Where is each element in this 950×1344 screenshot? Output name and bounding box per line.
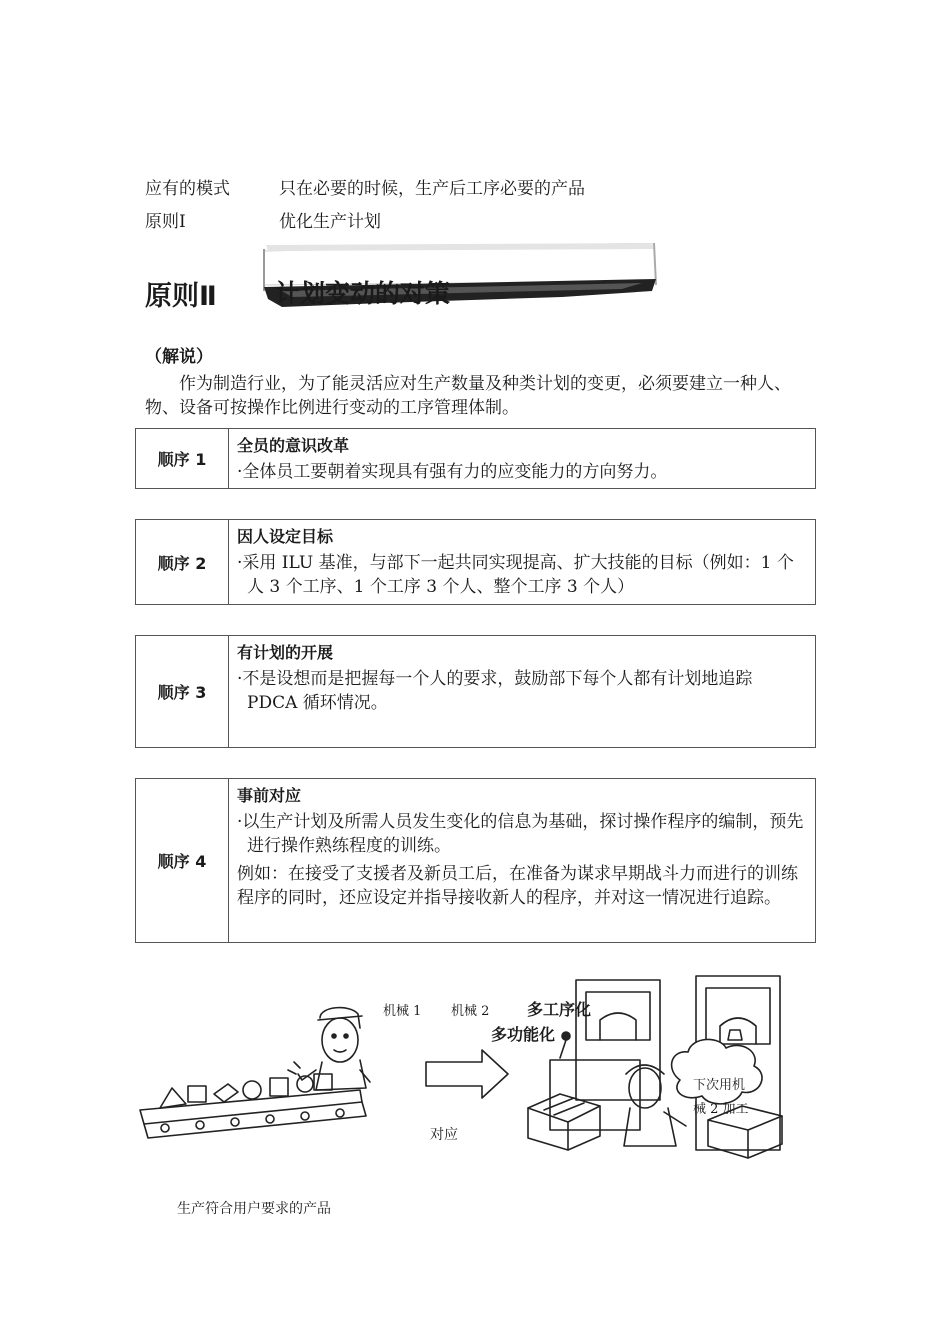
multi-function-label: 多功能化 bbox=[491, 1025, 556, 1044]
next-machine-line2: 械 2 加工 bbox=[693, 1102, 749, 1117]
arrow-right-icon bbox=[426, 1050, 508, 1098]
multi-process-label: 多工序化 bbox=[527, 1000, 592, 1019]
mode-value: 只在必要的时候，生产后工序必要的产品 bbox=[279, 179, 585, 199]
principle2-label: 原则Ⅱ bbox=[145, 281, 217, 312]
step-label: 顺序 3 bbox=[136, 636, 229, 748]
step-example: 例如：在接受了支援者及新员工后，在准备为谋求早期战斗力而进行的训练程序的同时，还应设定并指导接收新人的程序，并对这一情况进行追踪。 bbox=[237, 864, 798, 908]
step-content bbox=[229, 520, 816, 605]
explain-text: 作为制造行业，为了能灵活应对生产数量及种类计划的变更，必须要建立一种人、物、设备可按操作比例进行变动的工序管理体制。 bbox=[145, 374, 791, 418]
step-bullet: ·采用 ILU 基准，与部下一起共同实现提高、扩大技能的目标（例如：1 个人 3 个工序、1 个工序 3 个人、整个工序 3 个人） bbox=[237, 553, 794, 597]
respond-label: 对应 bbox=[430, 1127, 458, 1143]
step-table-3 bbox=[135, 635, 816, 748]
step-title: 全员的意识改革 bbox=[237, 436, 350, 455]
principle2-title: 计划变动的对策 bbox=[275, 279, 451, 308]
step-content bbox=[229, 429, 816, 489]
principle1-value: 优化生产计划 bbox=[279, 212, 381, 232]
step-label: 顺序 1 bbox=[136, 429, 229, 489]
conveyor-belt-icon bbox=[140, 1074, 366, 1138]
principle1-label: 原则Ⅰ bbox=[145, 212, 186, 232]
step-title: 有计划的开展 bbox=[237, 643, 334, 662]
mode-label: 应有的模式 bbox=[145, 179, 230, 199]
worker-icon bbox=[288, 1008, 370, 1090]
next-machine-line1: 下次用机 bbox=[693, 1078, 746, 1093]
machine-icon bbox=[672, 976, 782, 1158]
step-table-1 bbox=[135, 428, 816, 489]
machine1-label: 机械 1 bbox=[383, 1004, 422, 1019]
step-title: 事前对应 bbox=[237, 786, 302, 805]
step-bullet: ·全体员工要朝着实现具有强有力的应变能力的方向努力。 bbox=[237, 462, 668, 482]
step-label: 顺序 2 bbox=[136, 520, 229, 605]
step-title: 因人设定目标 bbox=[237, 527, 334, 546]
step-table-2 bbox=[135, 519, 816, 605]
step-label: 顺序 4 bbox=[136, 779, 229, 943]
step-table-4 bbox=[135, 778, 816, 943]
explain-label: （解说） bbox=[145, 347, 213, 367]
machine2-label: 机械 2 bbox=[451, 1004, 490, 1019]
illustration-caption: 生产符合用户要求的产品 bbox=[177, 1201, 331, 1217]
step-bullet: ·不是设想而是把握每一个人的要求，鼓励部下每个人都有计划地追踪 PDCA 循环情况。 bbox=[237, 669, 753, 713]
step-content bbox=[229, 779, 816, 943]
step-content bbox=[229, 636, 816, 748]
step-bullet: ·以生产计划及所需人员发生变化的信息为基础，探讨操作程序的编制，预先进行操作熟练程度的训练。 bbox=[237, 812, 804, 856]
